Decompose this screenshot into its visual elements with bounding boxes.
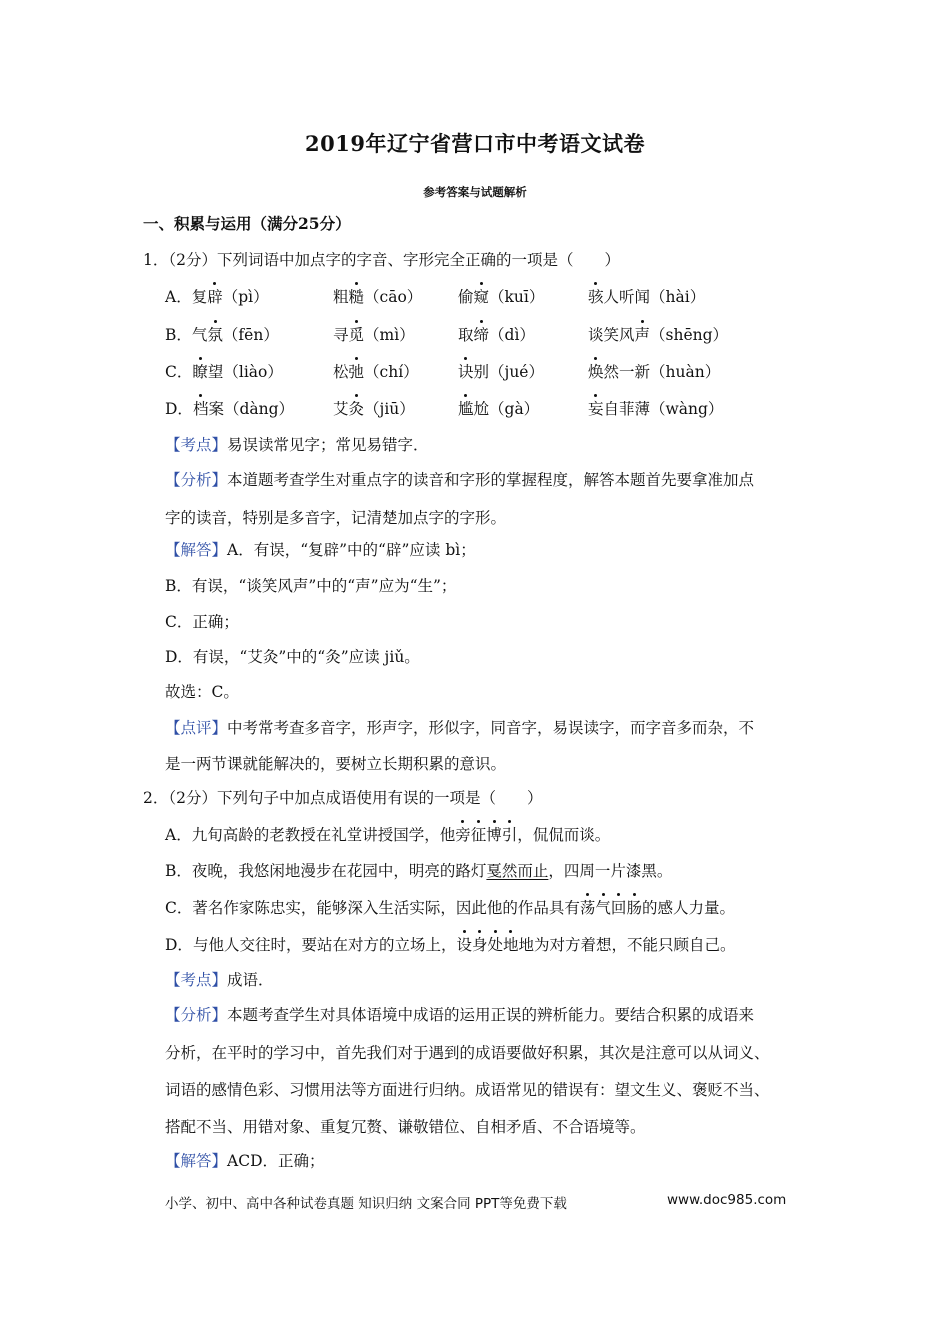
option-text-post: 望（liào） bbox=[207, 363, 283, 381]
jieda-tag: 【解答】 bbox=[165, 1152, 228, 1170]
q1-option-item bbox=[165, 398, 294, 420]
marked-idiom bbox=[455, 826, 517, 844]
jieda-text: ACD．正确； bbox=[227, 1152, 325, 1170]
page-subtitle: 参考答案与试题解析 bbox=[423, 185, 527, 199]
q1-fenxi-cont: 字的读音，特别是多音字，记清楚加点字的字形。 bbox=[165, 509, 507, 527]
dotted-char: 觅 bbox=[348, 326, 365, 344]
q1-option-item bbox=[333, 324, 415, 346]
option-text-pre: 与他人交往时，要站在对方的立场上， bbox=[192, 936, 457, 954]
q2-option bbox=[165, 824, 610, 846]
dotted-char: 引 bbox=[501, 826, 518, 844]
q1-dianping bbox=[165, 717, 754, 739]
q1-jieda-b: B．有误，“谈笑风声”中的“声”应为“生”； bbox=[165, 577, 457, 595]
q1-dianping-cont: 是一两节课就能解决的，要树立长期积累的意识。 bbox=[165, 755, 507, 773]
option-text-pre: 谈笑风 bbox=[588, 326, 635, 344]
option-text-post: 尬（gà） bbox=[473, 400, 540, 418]
option-text-post: （jiū） bbox=[364, 400, 415, 418]
q1-jieda-c: C．正确； bbox=[165, 613, 239, 631]
dotted-char: 尴 bbox=[458, 400, 474, 418]
dotted-char: 辟 bbox=[207, 288, 223, 306]
option-label: B． bbox=[165, 326, 192, 344]
q1-option-item bbox=[165, 324, 279, 346]
option-text-post: （dì） bbox=[489, 326, 535, 344]
fenxi-tag: 【分析】 bbox=[165, 1006, 228, 1024]
q2-kaodian bbox=[165, 969, 274, 991]
kaodian-tag: 【考点】 bbox=[165, 971, 228, 989]
option-label: B． bbox=[165, 862, 192, 880]
dotted-char: 弛 bbox=[348, 363, 365, 381]
q1-fenxi bbox=[165, 469, 754, 491]
fenxi-tag: 【分析】 bbox=[165, 471, 228, 489]
dotted-char: 荡 bbox=[579, 899, 596, 917]
dotted-char: 焕 bbox=[588, 363, 604, 381]
option-text-pre: 偷 bbox=[458, 288, 474, 306]
q1-option-item bbox=[588, 324, 728, 346]
dianping-tag: 【点评】 bbox=[165, 719, 228, 737]
option-text-post: 地为对方着想，不能只顾自己。 bbox=[518, 936, 736, 954]
kaodian-tag: 【考点】 bbox=[165, 436, 228, 454]
option-label: D． bbox=[165, 936, 193, 954]
q1-stem: 1．（2分）下列词语中加点字的字音、字形完全正确的一项是（ ） bbox=[143, 251, 620, 269]
q2-stem: 2．（2分）下列句子中加点成语使用有误的一项是（ ） bbox=[143, 789, 543, 807]
marked-idiom bbox=[580, 899, 642, 917]
option-label: C． bbox=[165, 899, 193, 917]
q2-fenxi-2: 分析，在平时的学习中，首先我们对于遇到的成语要做好积累，其次是注意可以从词义、 bbox=[165, 1044, 770, 1062]
dotted-char: 妄 bbox=[588, 400, 604, 418]
marked-idiom: 戛然而止 bbox=[486, 862, 549, 880]
q2-fenxi-4: 搭配不当、用错对象、重复冗赘、谦敬错位、自相矛盾、不合语境等。 bbox=[165, 1118, 646, 1136]
dotted-char: 瞭 bbox=[192, 363, 208, 381]
option-text-pre: 九旬高龄的老教授在礼堂讲授国学，他 bbox=[191, 826, 456, 844]
option-text-post: ，侃侃而谈。 bbox=[517, 826, 611, 844]
dotted-char: 灸 bbox=[348, 400, 365, 418]
q2-jieda bbox=[165, 1150, 325, 1172]
q1-jieda-d: D．有误，“艾灸”中的“灸”应读 jiǔ。 bbox=[165, 648, 420, 666]
marked-idiom bbox=[456, 936, 518, 954]
fenxi-text: 本道题考查学生对重点字的读音和字形的掌握程度，解答本题首先要拿准加点 bbox=[227, 471, 755, 489]
dotted-char: 声 bbox=[634, 326, 651, 344]
dotted-char: 地 bbox=[503, 936, 519, 954]
option-text-pre: 著名作家陈忠实，能够深入生活实际，因此他的作品具有 bbox=[192, 899, 580, 917]
dotted-char: 糙 bbox=[348, 288, 365, 306]
q1-option-item bbox=[588, 286, 705, 308]
option-text-post: 的感人力量。 bbox=[641, 899, 735, 917]
q1-option-item bbox=[333, 398, 415, 420]
dotted-char: 肠 bbox=[626, 899, 642, 917]
option-text-post: 别（jué） bbox=[473, 363, 544, 381]
option-text-pre: 寻 bbox=[333, 326, 349, 344]
option-text-pre: 夜晚，我悠闲地漫步在花园中，明亮的路灯 bbox=[191, 862, 487, 880]
option-label: D． bbox=[165, 400, 193, 418]
q1-option-item bbox=[165, 286, 269, 308]
q1-option-item bbox=[458, 286, 544, 308]
option-text-post: 案（dàng） bbox=[208, 400, 295, 418]
dotted-char: 骇 bbox=[588, 288, 604, 306]
dotted-char: 处 bbox=[487, 936, 503, 954]
option-text-post: ，四周一片漆黑。 bbox=[548, 862, 673, 880]
option-text-post: 人听闻（hài） bbox=[603, 288, 706, 306]
option-text-post: （shēng） bbox=[650, 326, 729, 344]
dotted-char: 缔 bbox=[473, 326, 490, 344]
option-text-pre: 取 bbox=[458, 326, 474, 344]
option-text-pre: 粗 bbox=[333, 288, 349, 306]
option-text-post: 然一新（huàn） bbox=[603, 363, 721, 381]
option-text-pre: 气 bbox=[191, 326, 208, 344]
q1-option-item bbox=[588, 398, 723, 420]
jieda-text: A．有误，“复辟”中的“辟”应读 bì； bbox=[227, 541, 476, 559]
option-text-post: （kuī） bbox=[489, 288, 545, 306]
q1-answer: 故选：C。 bbox=[165, 683, 239, 701]
q1-option-item bbox=[165, 361, 283, 383]
kaodian-text: 成语． bbox=[227, 971, 274, 989]
option-text-post: （chí） bbox=[364, 363, 419, 381]
q1-option-item bbox=[458, 324, 535, 346]
q1-option-item bbox=[333, 286, 422, 308]
dotted-char: 设 bbox=[456, 936, 472, 954]
dotted-char: 诀 bbox=[458, 363, 474, 381]
fenxi-text: 本题考查学生对具体语境中成语的运用正误的辨析能力。要结合积累的成语来 bbox=[227, 1006, 755, 1024]
q1-option-item bbox=[458, 398, 539, 420]
q1-option-item bbox=[333, 361, 419, 383]
dianping-text: 中考常考查多音字，形声字，形似字，同音字，易误读字，而字音多而杂，不 bbox=[227, 719, 755, 737]
dotted-char: 征 bbox=[470, 826, 487, 844]
q2-option bbox=[165, 934, 736, 956]
q2-fenxi bbox=[165, 1004, 754, 1026]
kaodian-text: 易误读常见字；常见易错字． bbox=[227, 436, 429, 454]
dotted-char: 氛 bbox=[207, 326, 223, 344]
dotted-char: 档 bbox=[192, 400, 209, 418]
dotted-char: 气 bbox=[595, 899, 611, 917]
q2-option bbox=[165, 860, 672, 882]
option-label: C． bbox=[165, 363, 193, 381]
dotted-char: 旁 bbox=[455, 826, 471, 844]
option-text-post: （cāo） bbox=[364, 288, 423, 306]
option-text-pre: 松 bbox=[333, 363, 349, 381]
option-label: A． bbox=[165, 826, 192, 844]
page-title: 2019年辽宁省营口市中考语文试卷 bbox=[305, 131, 645, 156]
option-text-post: （mì） bbox=[364, 326, 415, 344]
option-text-post: （fēn） bbox=[222, 326, 279, 344]
dotted-char: 身 bbox=[471, 936, 488, 954]
q1-option-item bbox=[588, 361, 720, 383]
option-text-post: 自菲薄（wàng） bbox=[603, 400, 724, 418]
q1-option-item bbox=[458, 361, 544, 383]
dotted-char: 窥 bbox=[473, 288, 490, 306]
section-heading: 一、积累与运用（满分25分） bbox=[143, 214, 351, 233]
dotted-char: 回 bbox=[610, 899, 627, 917]
footer-url[interactable]: www.doc985.com bbox=[667, 1192, 787, 1208]
dotted-char: 博 bbox=[486, 826, 502, 844]
jieda-tag: 【解答】 bbox=[165, 541, 228, 559]
q2-fenxi-3: 词语的感情色彩、习惯用法等方面进行归纳。成语常见的错误有：望文生义、褒贬不当、 bbox=[165, 1081, 770, 1099]
option-text-pre: 复 bbox=[191, 288, 208, 306]
q1-jieda bbox=[165, 539, 476, 561]
q2-option bbox=[165, 897, 735, 919]
option-label: A． bbox=[165, 288, 192, 306]
footer-text: 小学、初中、高中各种试卷真题 知识归纳 文案合同 PPT等免费下载 bbox=[165, 1196, 567, 1212]
option-text-post: （pì） bbox=[222, 288, 269, 306]
option-text-pre: 艾 bbox=[333, 400, 349, 418]
q1-kaodian bbox=[165, 434, 429, 456]
